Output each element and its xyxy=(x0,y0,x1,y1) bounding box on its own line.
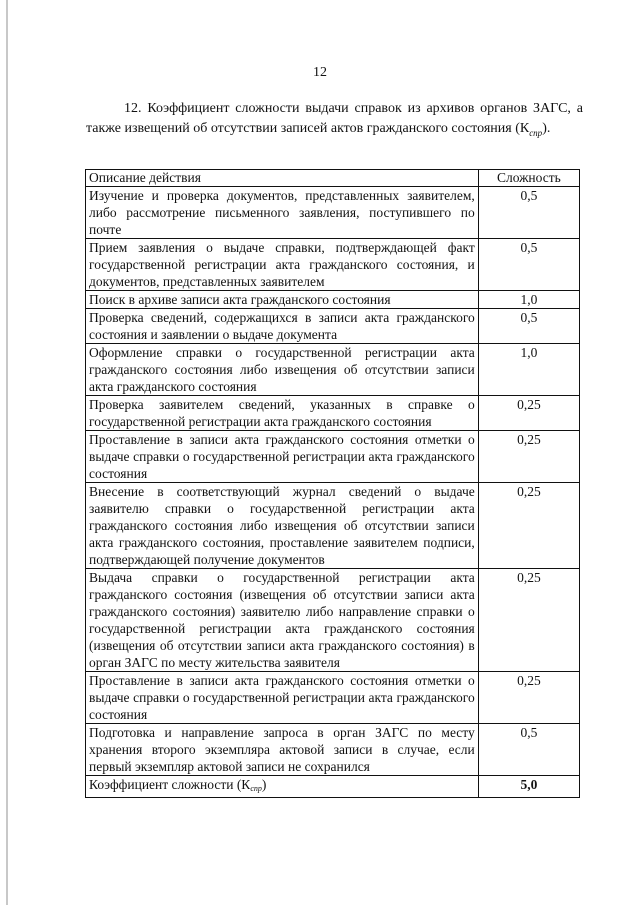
row-complexity: 1,0 xyxy=(478,291,579,309)
total-label-suffix: ) xyxy=(261,777,267,792)
row-complexity: 0,5 xyxy=(478,309,579,344)
table-row xyxy=(86,672,580,724)
row-complexity: 0,5 xyxy=(478,187,579,239)
header-complexity: Сложность xyxy=(478,170,579,187)
row-complexity: 0,25 xyxy=(478,396,579,431)
table-row xyxy=(86,344,580,396)
row-description: Поиск в архиве записи акта гражданского состояния xyxy=(86,291,479,309)
total-label: Коэффициент сложности (К xyxy=(89,777,251,792)
scan-edge-line xyxy=(6,0,8,905)
total-label-subscript: спр xyxy=(250,784,262,793)
section-intro-paragraph xyxy=(86,99,583,143)
table-row xyxy=(86,187,580,239)
row-complexity: 0,5 xyxy=(478,239,579,291)
row-description: Проверка сведений, содержащихся в записи акта гражданского состояния и заявлении о выдаче документа xyxy=(86,309,479,344)
row-description: Проставление в записи акта гражданского состояния отметки о выдаче справки о государственной регистрации акта гражданского состояния xyxy=(86,672,479,724)
row-description: Проверка заявителем сведений, указанных в справке о государственной регистрации акта гражданского состояния xyxy=(86,396,479,431)
row-description: Прием заявления о выдаче справки, подтверждающей факт государственной регистрации акта гражданского состояния, и документов, представленных заявителем xyxy=(86,239,479,291)
row-description: Подготовка и направление запроса в орган ЗАГС по месту хранения второго экземпляра актовой записи в случае, если первый экземпляр актовой записи не сохранился xyxy=(86,724,479,776)
row-complexity: 0,25 xyxy=(478,431,579,483)
total-value: 5,0 xyxy=(478,776,579,798)
table-row xyxy=(86,309,580,344)
row-description: Оформление справки о государственной регистрации акта гражданского состояния либо извещения об отсутствии записи акта гражданского состояния xyxy=(86,344,479,396)
row-complexity: 0,25 xyxy=(478,569,579,672)
total-label-cell xyxy=(86,776,479,798)
header-description: Описание действия xyxy=(86,170,479,187)
table-row xyxy=(86,724,580,776)
row-complexity: 0,5 xyxy=(478,724,579,776)
row-description: Выдача справки о государственной регистрации акта гражданского состояния (извещения об отсутствии записи акта гражданского состояния) заявителю либо направление справки о государственной регистрации акта гражданского состояния (извещения об отсутствии записи акта гражданского состояния) в орган ЗАГС по месту жительства заявителя xyxy=(86,569,479,672)
intro-suffix: ). xyxy=(542,121,551,136)
table-row xyxy=(86,396,580,431)
row-description: Внесение в соответствующий журнал сведений о выдаче заявителю справки о государственной регистрации акта гражданского состояния либо извещения об отсутствии записи акта гражданского состояния, проставление заявителем подписи, подтверждающей получение документов xyxy=(86,483,479,569)
table-header-row xyxy=(86,170,580,187)
row-description: Проставление в записи акта гражданского состояния отметки о выдаче справки о государственной регистрации акта гражданского состояния xyxy=(86,431,479,483)
row-complexity: 0,25 xyxy=(478,672,579,724)
intro-text: 12. Коэффициент сложности выдачи справок из архивов органов ЗАГС, а также извещений об отсутствии записей актов гражданского состояния (К xyxy=(86,101,583,136)
table-row xyxy=(86,239,580,291)
table-row xyxy=(86,569,580,672)
table-row xyxy=(86,431,580,483)
table-row xyxy=(86,483,580,569)
page-number: 12 xyxy=(313,65,327,80)
row-description: Изучение и проверка документов, представленных заявителем, либо рассмотрение письменного заявления, поступившего по почте xyxy=(86,187,479,239)
table-row xyxy=(86,291,580,309)
intro-subscript: спр xyxy=(529,127,543,138)
table-total-row xyxy=(86,776,580,798)
row-complexity: 0,25 xyxy=(478,483,579,569)
row-complexity: 1,0 xyxy=(478,344,579,396)
complexity-table xyxy=(85,169,580,798)
